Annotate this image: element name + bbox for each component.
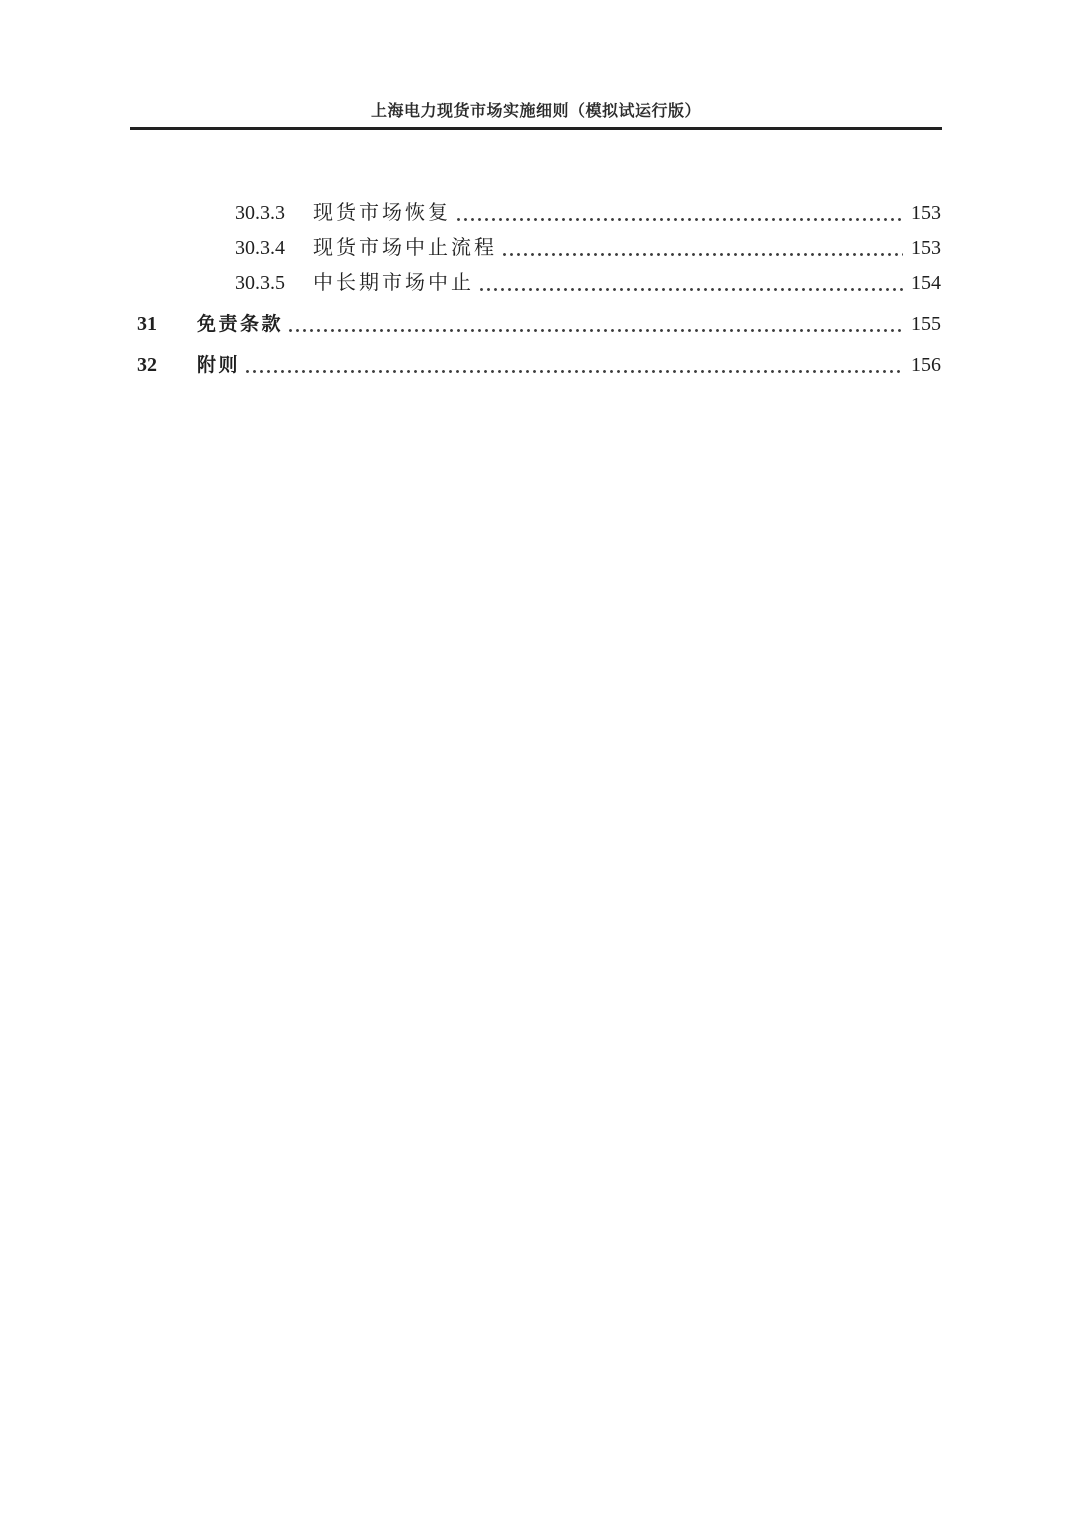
- toc-entry-number: 31: [137, 313, 157, 335]
- toc-entry-title: 现货市场恢复: [313, 202, 451, 224]
- toc-entry-number: 30.3.4: [235, 237, 285, 259]
- toc-entry: [137, 311, 941, 338]
- toc-entry-number: 30.3.5: [235, 272, 285, 294]
- toc-entry: [137, 200, 941, 227]
- toc-entry-page: 154: [911, 272, 941, 294]
- header-rule: [130, 127, 942, 130]
- toc-entry-number: 32: [137, 354, 157, 376]
- toc-entry-page: 153: [911, 202, 941, 224]
- toc-entry-page: 156: [911, 354, 941, 376]
- toc-entry: [137, 235, 941, 262]
- table-of-contents: [137, 200, 941, 387]
- toc-entry-title: 免责条款: [197, 314, 284, 335]
- dot-leader: [503, 253, 903, 256]
- running-header-title: 上海电力现货市场实施细则（模拟试运行版）: [370, 103, 701, 120]
- toc-entry: [137, 270, 941, 297]
- toc-entry: [137, 352, 941, 379]
- dot-leader: [246, 370, 903, 373]
- toc-entry-title: 中长期市场中止: [313, 272, 474, 294]
- toc-entry-page: 153: [911, 237, 941, 259]
- toc-entry-number: 30.3.3: [235, 202, 285, 224]
- toc-entry-title: 现货市场中止流程: [313, 237, 497, 259]
- page-header: [130, 0, 942, 130]
- toc-entry-page: 155: [911, 313, 941, 335]
- toc-entry-title: 附则: [197, 355, 241, 376]
- dot-leader: [289, 329, 903, 332]
- dot-leader: [480, 288, 903, 291]
- dot-leader: [457, 218, 903, 221]
